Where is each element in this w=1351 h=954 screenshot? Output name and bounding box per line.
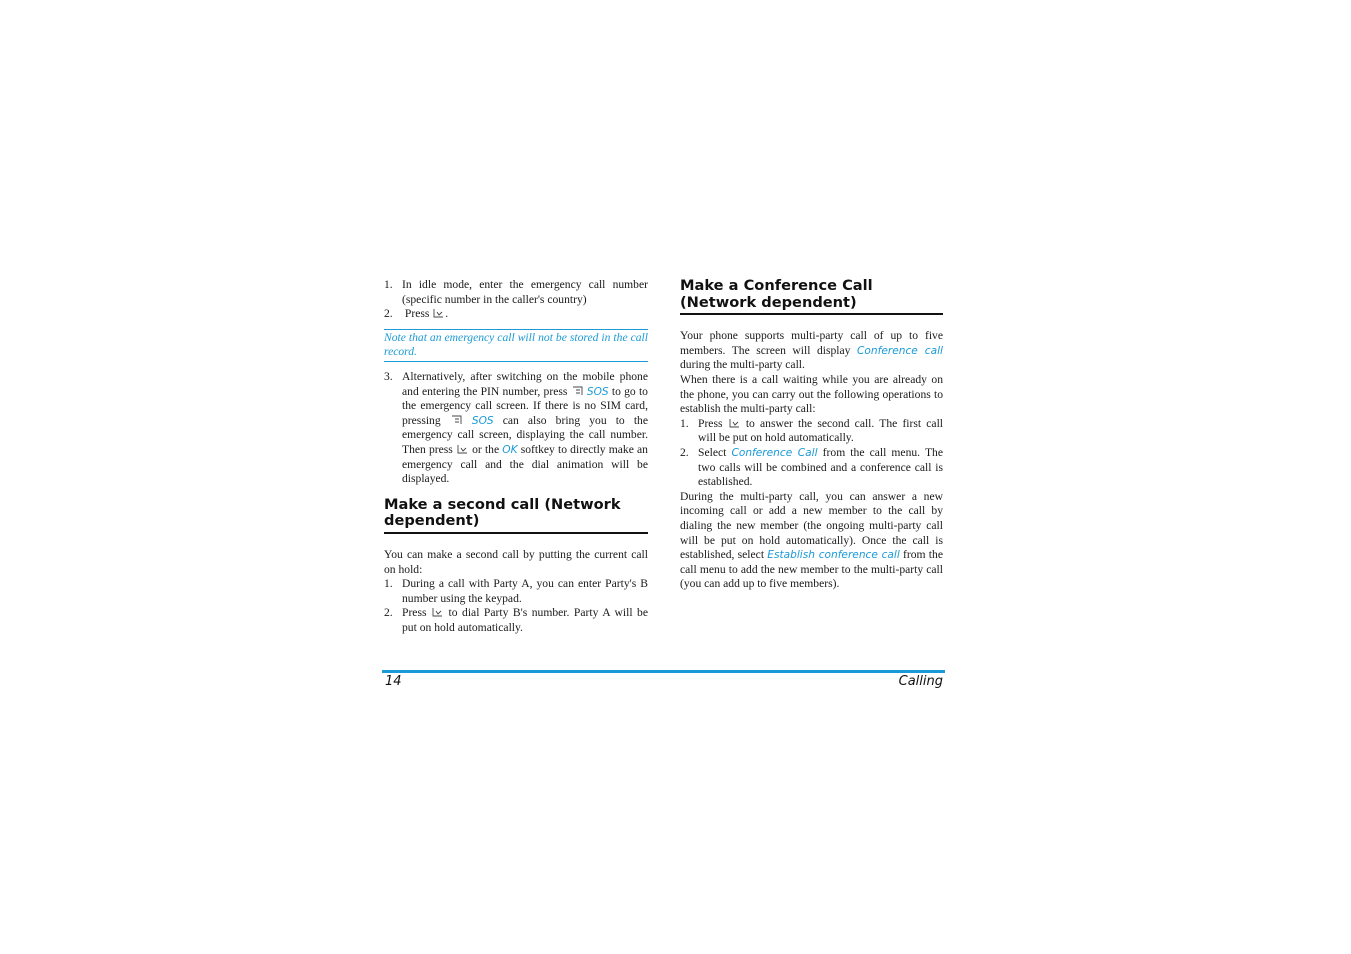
- item-text: Press: [404, 307, 430, 321]
- second-call-steps-list: [384, 577, 648, 635]
- item-text: to dial Party B's number. Party A will be put on hold automatically.: [402, 606, 648, 634]
- item-text: .: [445, 307, 449, 321]
- sos-menu-label: SOS: [586, 385, 609, 398]
- call-key-icon: [729, 418, 740, 428]
- list-item: [384, 606, 648, 635]
- softkey-icon: [451, 415, 462, 425]
- paragraph-text: Your phone supports multi-party call of up to five members. The screen will display: [680, 329, 943, 357]
- ok-softkey-label: OK: [502, 443, 518, 456]
- call-key-icon: [457, 444, 468, 454]
- list-item: [384, 307, 648, 322]
- item-number: 2.: [680, 445, 689, 459]
- item-text: softkey to directly make an emergency call and the dial animation will be displayed.: [402, 442, 648, 486]
- footer-section-name: Calling: [898, 674, 943, 689]
- call-key-icon: [433, 308, 444, 318]
- emergency-steps-list-continued: [384, 370, 648, 487]
- section-heading-conference-call: Make a Conference Call (Network dependent): [680, 278, 943, 315]
- footer-rule: [382, 670, 945, 673]
- item-text: In idle mode, enter the emergency call number (specific number in the caller's country): [402, 278, 648, 306]
- conference-paragraph-3: [680, 490, 943, 592]
- item-number: 1.: [384, 577, 393, 591]
- emergency-note: Note that an emergency call will not be stored in the call record.: [384, 329, 648, 362]
- right-column: [680, 278, 943, 592]
- establish-conference-menu-label: Establish conference call: [767, 549, 900, 562]
- emergency-steps-list: [384, 278, 648, 322]
- item-text: or the: [472, 442, 500, 456]
- conference-call-menu-label: Conference Call: [731, 446, 818, 459]
- item-number: 1.: [384, 278, 393, 291]
- item-text: can also bring you to the emergency call screen, displaying the call number. Then press: [402, 413, 648, 456]
- item-text: Select: [698, 445, 727, 459]
- list-item: [680, 446, 943, 490]
- section-heading-second-call: Make a second call (Network dependent): [384, 497, 648, 534]
- item-text: Press: [402, 606, 427, 620]
- conference-paragraph-1: [680, 329, 943, 373]
- paragraph-text: During the multi-party call, you can answer a new incoming call or add a new member to the call by dialing the new member (the ongoing multi-party call will be put on hold automatically). Once the call is established, select: [680, 489, 943, 562]
- list-item: [384, 577, 648, 606]
- conference-steps-list: [680, 417, 943, 490]
- conference-paragraph-2: When there is a call waiting while you are already on the phone, you can carry out the following operations to establish the multi-party call:: [680, 372, 943, 416]
- call-key-icon: [432, 607, 443, 617]
- paragraph-text: from the call menu to add the new member to the multi-party call (you can add up to five members).: [680, 548, 943, 591]
- paragraph-text: during the multi-party call.: [680, 358, 805, 372]
- item-number: 1.: [680, 416, 689, 430]
- list-item: [384, 278, 648, 307]
- softkey-icon: [572, 386, 583, 396]
- item-text: to go to the emergency call screen. If there is no SIM card, pressing: [402, 384, 648, 427]
- item-text: During a call with Party A, you can enter Party's B number using the keypad.: [402, 577, 648, 605]
- left-column: [384, 278, 648, 635]
- second-call-intro: You can make a second call by putting the current call on hold:: [384, 547, 648, 576]
- page-number: 14: [385, 674, 402, 689]
- list-item: [680, 417, 943, 446]
- sos-menu-label: SOS: [471, 414, 494, 427]
- item-text: to answer the second call. The first call will be put on hold automatically.: [698, 416, 944, 445]
- item-number: 3.: [384, 369, 393, 383]
- item-text: Press: [698, 416, 723, 430]
- item-text: Alternatively, after switching on the mobile phone and entering the PIN number, press: [402, 369, 648, 398]
- list-item: [384, 370, 648, 487]
- item-number: 2.: [384, 307, 393, 321]
- conference-call-menu-label: Conference call: [857, 344, 943, 357]
- item-text: from the call menu. The two calls will be combined and a conference call is established.: [698, 445, 943, 489]
- item-number: 2.: [384, 606, 393, 620]
